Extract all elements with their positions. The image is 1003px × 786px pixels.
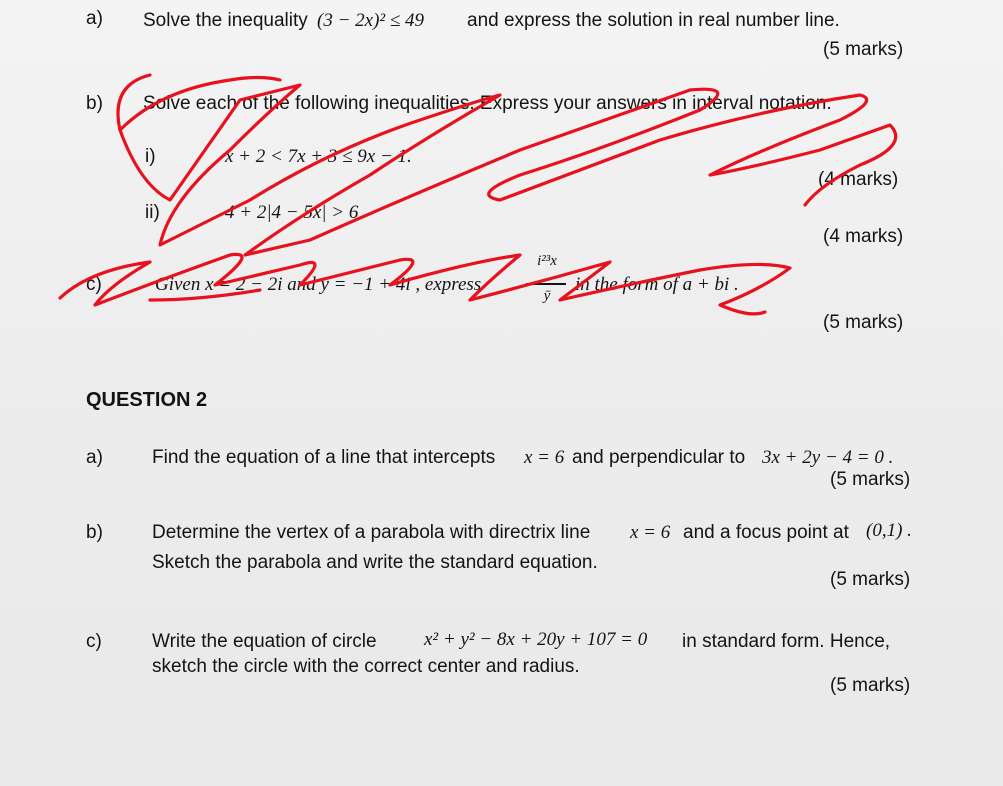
q1b-ii-expression: 4 + 2|4 − 5x| > 6 bbox=[225, 202, 359, 223]
q1b-i-marks: (4 marks) bbox=[818, 169, 899, 190]
q2a-text-mid: and perpendicular to bbox=[572, 447, 746, 468]
question-2-heading: QUESTION 2 bbox=[86, 389, 208, 411]
q1c-text-a: Given x = 2 − 2i and y = −1 + 4i , express bbox=[155, 274, 482, 295]
q1c-marks: (5 marks) bbox=[823, 312, 904, 333]
q1c-label: c) bbox=[86, 274, 102, 295]
q1b-text: Solve each of the following inequalities. Express your answers in interval notation. bbox=[143, 93, 832, 114]
q2a-marks: (5 marks) bbox=[830, 469, 911, 490]
q2b-marks: (5 marks) bbox=[830, 569, 911, 590]
q2c-line2: sketch the circle with the correct center and radius. bbox=[152, 656, 580, 677]
q2a-expr2: 3x + 2y − 4 = 0 . bbox=[762, 447, 894, 468]
q1c-fraction-bar bbox=[526, 283, 566, 285]
q1b-ii-label: ii) bbox=[145, 202, 160, 223]
q2b-expr1: x = 6 bbox=[630, 522, 671, 543]
q2b-line2: Sketch the parabola and write the standard equation. bbox=[152, 552, 598, 573]
q2b-text-mid: and a focus point at bbox=[683, 522, 849, 543]
q2c-label: c) bbox=[86, 631, 102, 652]
q2c-text-before: Write the equation of circle bbox=[152, 631, 377, 652]
q2a-text-before: Find the equation of a line that intercepts bbox=[152, 447, 496, 468]
q1a-text-after: and express the solution in real number line. bbox=[467, 10, 840, 31]
q2b-text-before: Determine the vertex of a parabola with directrix line bbox=[152, 522, 591, 543]
q2c-text-after: in standard form. Hence, bbox=[682, 631, 891, 652]
q1b-label: b) bbox=[86, 93, 103, 114]
q1b-i-label: i) bbox=[145, 146, 156, 167]
q1c-fraction-numerator: i²³x bbox=[537, 253, 557, 269]
q2a-expr1: x = 6 bbox=[524, 447, 565, 468]
q1b-i-expression: x + 2 < 7x + 3 ≤ 9x − 1. bbox=[225, 146, 412, 167]
q1a-label: a) bbox=[86, 8, 103, 29]
q1a-marks: (5 marks) bbox=[823, 39, 904, 60]
q1b-ii-marks: (4 marks) bbox=[823, 226, 904, 247]
q1a-text-before: Solve the inequality bbox=[143, 10, 308, 31]
q2c-marks: (5 marks) bbox=[830, 675, 911, 696]
q1a-expression: (3 − 2x)² ≤ 49 bbox=[317, 10, 425, 31]
q2b-expr2: (0,1) . bbox=[866, 520, 912, 541]
q2b-label: b) bbox=[86, 522, 103, 543]
q2a-label: a) bbox=[86, 447, 103, 468]
q1c-text-b: in the form of a + bi . bbox=[575, 274, 739, 295]
q2c-expression: x² + y² − 8x + 20y + 107 = 0 bbox=[424, 629, 648, 650]
q1c-fraction-denominator: ȳ bbox=[543, 288, 551, 304]
